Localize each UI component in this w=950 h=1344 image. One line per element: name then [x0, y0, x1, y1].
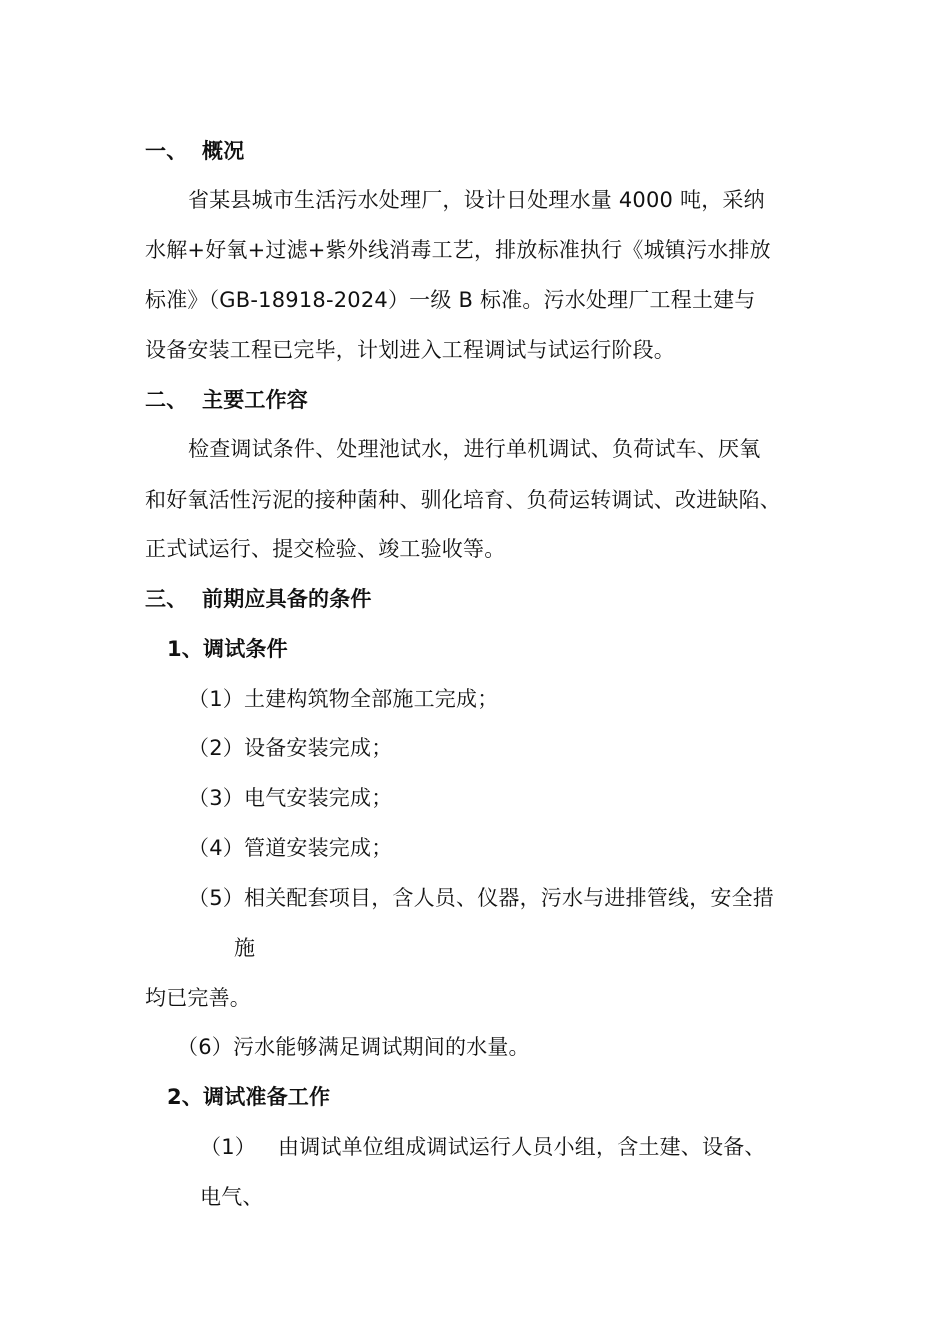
condition-item-1: [188, 684, 498, 714]
condition-item-4: [188, 833, 392, 863]
condition-item-6: （6）污水能够满足调试期间的水量。: [177, 1035, 530, 1059]
section-1-para-line-2: 水解+好氧+过滤+紫外线消毒工艺，排放标准执行《城镇污水排放: [145, 238, 771, 262]
subsection-2-title: 2、调试准备工作: [167, 1085, 331, 1109]
condition-item-5-continuation-1: 施: [234, 936, 256, 960]
condition-item-3-number: （3）: [188, 786, 244, 810]
section-3-heading: [145, 584, 372, 614]
condition-item-1-number: （1）: [188, 687, 244, 711]
condition-item-5-continuation-2: 均已完善。: [145, 986, 251, 1010]
section-1-number: 一、: [145, 139, 188, 163]
section-2-number: 二、: [145, 388, 188, 412]
prep-item-1-continuation: 电气、: [200, 1185, 264, 1209]
condition-item-4-number: （4）: [188, 836, 244, 860]
section-1-title: 概况: [202, 139, 245, 163]
condition-item-4-text: 管道安装完成；: [244, 836, 393, 860]
prep-item-1-number: （1）: [200, 1135, 256, 1159]
section-1-para-line-1: 省某县城市生活污水处理厂，设计日处理水量 4000 吨，采纳: [188, 188, 765, 212]
prep-item-1: [200, 1132, 766, 1162]
section-3-number: 三、: [145, 587, 188, 611]
section-2-para-line-1: 检查调试条件、处理池试水，进行单机调试、负荷试车、厌氧: [188, 437, 761, 461]
section-2-title: 主要工作容: [202, 388, 308, 412]
condition-item-1-text: 土建构筑物全部施工完成；: [244, 687, 499, 711]
section-3-title: 前期应具备的条件: [202, 587, 372, 611]
section-1-heading: [145, 136, 244, 166]
section-2-para-line-3: 正式试运行、提交检验、竣工验收等。: [145, 537, 506, 561]
section-2-heading: [145, 385, 308, 415]
prep-item-1-text: 由调试单位组成调试运行人员小组，含土建、设备、: [278, 1135, 766, 1159]
condition-item-2-number: （2）: [188, 736, 244, 760]
condition-item-5-number: （5）: [188, 886, 244, 910]
condition-item-2: [188, 733, 392, 763]
condition-item-5-text: 相关配套项目，含人员、仪器，污水与进排管线，安全措: [244, 886, 774, 910]
condition-item-2-text: 设备安装完成；: [244, 736, 393, 760]
subsection-1-title: 1、调试条件: [167, 637, 288, 661]
condition-item-3-text: 电气安装完成；: [244, 786, 393, 810]
section-2-para-line-2: 和好氧活性污泥的接种菌种、驯化培育、负荷运转调试、改进缺陷、: [145, 488, 781, 512]
section-1-para-line-3: 标准》（GB-18918-2024）一级 B 标准。污水处理厂工程土建与: [145, 288, 756, 312]
condition-item-5: [188, 883, 774, 913]
section-1-para-line-4: 设备安装工程已完毕，计划进入工程调试与试运行阶段。: [145, 338, 675, 362]
condition-item-3: [188, 783, 392, 813]
